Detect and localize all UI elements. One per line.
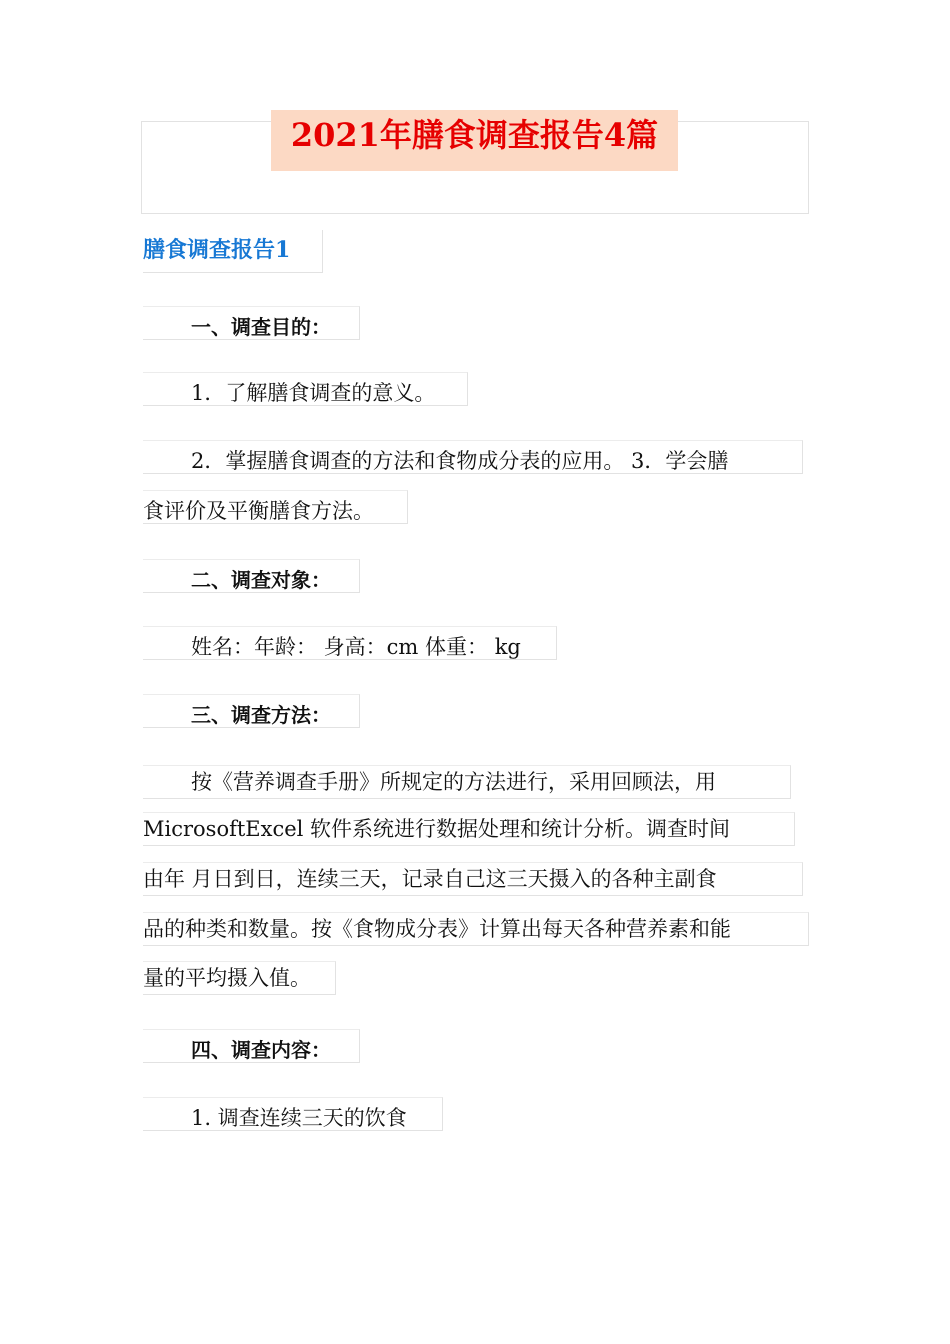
section-3-heading: 三、调查方法： — [143, 694, 360, 728]
section-2-info: 姓名：年龄： 身高：cm 体重： kg — [143, 626, 557, 660]
section-1-item-1: 1．了解膳食调查的意义。 — [143, 372, 468, 406]
section-3-line-1: 按《营养调查手册》所规定的方法进行，采用回顾法，用 — [143, 765, 791, 799]
section-4-heading: 四、调查内容： — [143, 1029, 360, 1063]
section-2-heading: 二、调查对象： — [143, 559, 360, 593]
section-1-item-2-line-1: 2．掌握膳食调查的方法和食物成分表的应用。 3．学会膳 — [143, 440, 803, 474]
section-3-line-3: 由年 月日到日，连续三天，记录自己这三天摄入的各种主副食 — [143, 862, 803, 896]
section-1-item-2-line-2: 食评价及平衡膳食方法。 — [143, 490, 408, 524]
section-3-line-2: MicrosoftExcel 软件系统进行数据处理和统计分析。调查时间 — [143, 812, 795, 846]
report-subtitle: 膳食调查报告1 — [143, 230, 323, 273]
section-1-heading: 一、调查目的： — [143, 306, 360, 340]
section-3-line-5: 量的平均摄入值。 — [143, 961, 336, 995]
section-4-item-1: 1. 调查连续三天的饮食 — [143, 1097, 443, 1131]
document-title: 2021年膳食调查报告4篇 — [271, 110, 678, 171]
section-3-line-4: 品的种类和数量。按《食物成分表》计算出每天各种营养素和能 — [143, 912, 809, 946]
